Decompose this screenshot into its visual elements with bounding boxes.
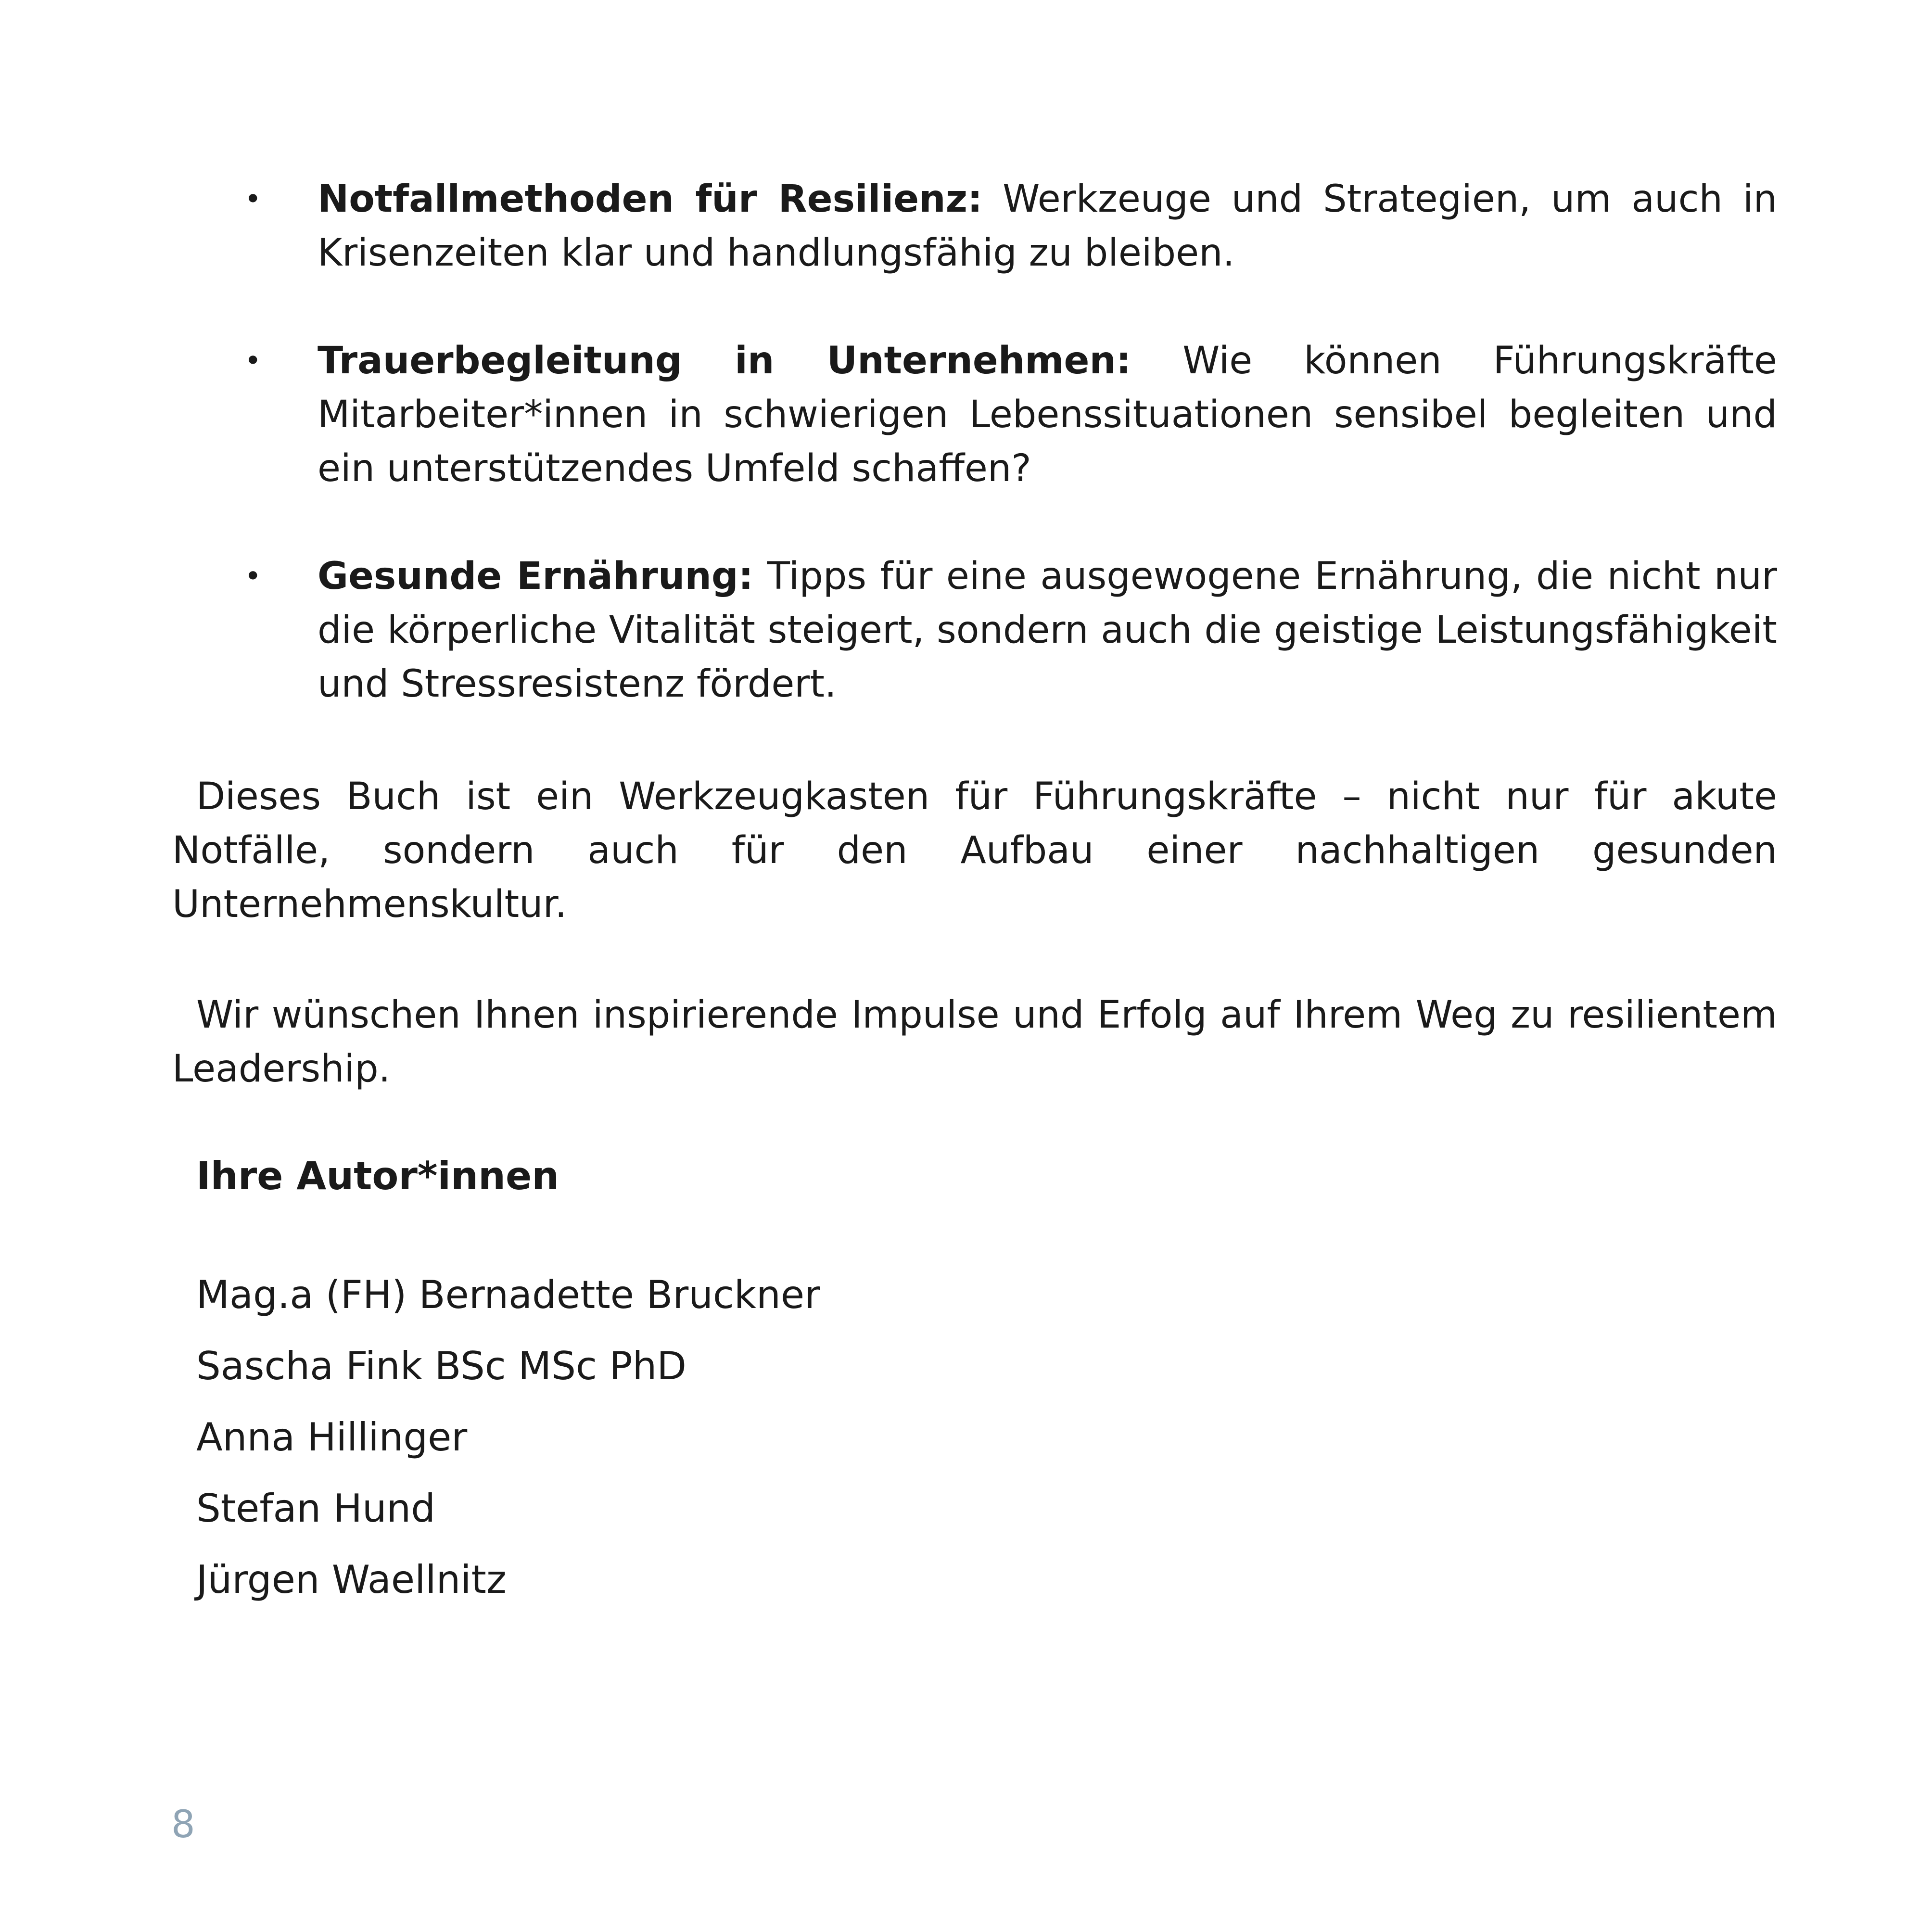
bullet-item-notfallmethoden — [244, 172, 1777, 280]
author-name: Stefan Hund — [196, 1486, 436, 1531]
bullet-term: Gesunde Ernährung: — [318, 555, 753, 598]
bullet-dot-icon: • — [244, 559, 262, 593]
author-name: Anna Hillinger — [196, 1415, 468, 1460]
bullet-text: Werkzeuge und Strategien, um auch in Krisenzeiten klar und handlungsfähig zu bleiben. — [318, 178, 1777, 275]
author-name: Sascha Fink BSc MSc PhD — [196, 1344, 686, 1388]
author-name: Mag.a (FH) Bernadette Bruckner — [196, 1272, 821, 1317]
body-paragraph-wishes: Wir wünschen Ihnen inspirierende Impulse und Erfolg auf Ihrem Weg zu resilientem Leadership. — [172, 993, 1777, 1091]
bullet-dot-icon: • — [244, 344, 262, 378]
author-list — [196, 1259, 820, 1615]
bullet-item-ernaehrung — [244, 549, 1777, 711]
bullet-dot-icon: • — [244, 182, 262, 216]
bullet-text: Wie können Führungskräfte Mitarbeiter*innen in schwierigen Lebenssituationen sensibel begleiten und ein unterstützendes Umfeld schaffen? — [318, 339, 1777, 490]
bullet-item-trauerbegleitung — [244, 334, 1777, 496]
body-paragraph-toolbox: Dieses Buch ist ein Werkzeugkasten für Führungskräfte – nicht nur für akute Notfälle, sondern auch für den Aufbau einer nachhaltigen gesunden Unternehmenskultur. — [172, 775, 1777, 926]
author-name: Jürgen Waellnitz — [196, 1557, 507, 1602]
authors-heading: Ihre Autor*innen — [196, 1154, 559, 1198]
bullet-term: Notfallmethoden für Resilienz: — [318, 178, 983, 221]
bullet-text: Tipps für eine ausgewogene Ernährung, die nicht nur die körperliche Vitalität steigert, sondern auch die geistige Leistungsfähigkeit und Stressresistenz fördert. — [318, 555, 1777, 706]
page-number: 8 — [171, 1803, 195, 1846]
topic-bullet-list — [244, 172, 1777, 765]
bullet-term: Trauerbegleitung in Unternehmen: — [318, 339, 1131, 382]
